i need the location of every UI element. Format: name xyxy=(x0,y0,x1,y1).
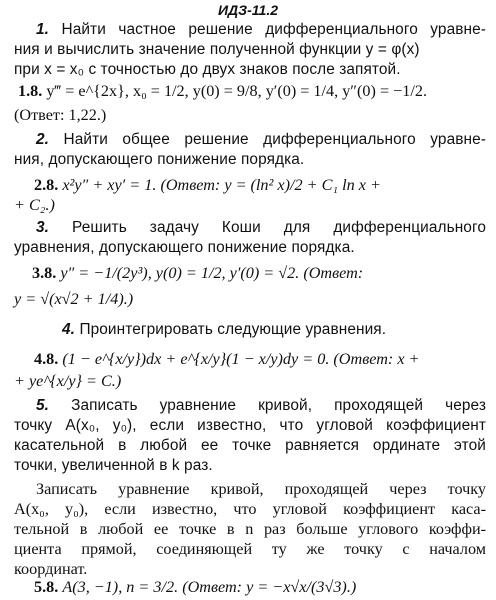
task5-number: 5. xyxy=(36,397,50,414)
task4-answer-line2: + ye^{x/y} = C.) xyxy=(14,372,122,390)
task5-text-line1: Записать уравнение кривой, проходящей через xyxy=(71,397,486,414)
task4-variant: 4.8. xyxy=(34,350,59,368)
task3-text-line2: уравнения, допускающего понижение порядка. xyxy=(14,239,355,256)
task4-variant-line xyxy=(34,350,486,369)
task5-para2-line1: Записать уравнение кривой, проходящей через точку xyxy=(36,480,486,498)
task1-text-line2: ния и вычислить значение полученной функции y = φ(x) xyxy=(14,41,420,58)
task4-answer-line1: (Ответ: x + xyxy=(333,350,420,368)
task2-text-line1: Найти общее решение дифференциального уравне- xyxy=(63,131,486,148)
task5-equation: A(3, −1), n = 3/2. xyxy=(62,578,179,596)
task1-number: 1. xyxy=(36,21,50,38)
task2-answer-line2: + C₂.) xyxy=(14,196,55,214)
task4-text: Проинтегрировать следующие уравнения. xyxy=(79,321,387,338)
task5-para2-line3: тельной в любой ее точке в n раз больше углового коэффи- xyxy=(14,520,486,538)
task4-line xyxy=(62,320,486,339)
task2-variant-line xyxy=(34,176,486,195)
task1-text-line1: Найти частное решение дифференциального уравне- xyxy=(61,21,486,38)
task2-answer-line1: (Ответ: y = (ln² x)/2 + C₁ ln x + xyxy=(160,176,381,194)
task3-variant-line xyxy=(32,264,486,283)
task2-variant: 2.8. xyxy=(34,176,59,194)
task1-text-line3: при x = x₀ с точностью до двух знаков после запятой. xyxy=(14,61,401,78)
task3-text-line1: Решить задачу Коши для дифференциального xyxy=(72,219,486,236)
task3-equation: y″ = −1/(2y³), y(0) = 1/2, y′(0) = √2. xyxy=(60,264,300,282)
task3-number: 3. xyxy=(36,219,50,236)
task5-line1 xyxy=(14,396,486,415)
task5-para2-line2: A(x₀, y₀), если известно, что угловой коэффициент каса- xyxy=(14,500,486,518)
page-title: ИДЗ-11.2 xyxy=(217,2,279,18)
task4-equation: (1 − e^{x/y})dx + e^{x/y}(1 − x/y)dy = 0. xyxy=(62,350,330,368)
task3-answer-line1: (Ответ: xyxy=(303,264,364,282)
task1-variant: 1.8. xyxy=(18,82,43,100)
task5-text-line4: точки, увеличенной в k раз. xyxy=(14,457,213,474)
task1-equation: y‴ = e^{2x}, x₀ = 1/2, y(0) = 9/8, y′(0) = 1/4, y″(0) = −1/2. xyxy=(46,82,428,100)
task5-text-line2: точку A(x₀, y₀), если известно, что угловой коэффициент xyxy=(14,417,486,434)
task5-answer: (Ответ: y = −x√x/(3√3).) xyxy=(182,578,357,596)
task3-variant: 3.8. xyxy=(32,264,57,282)
task2-line1 xyxy=(14,130,486,149)
task3-line1 xyxy=(14,218,486,237)
task1-line1 xyxy=(14,20,486,39)
task1-answer: (Ответ: 1,22.) xyxy=(14,106,107,124)
task5-variant-line xyxy=(34,578,486,597)
task5-variant: 5.8. xyxy=(34,578,59,596)
task5-text-line3: касательной в любой ее точке равняется ординате этой xyxy=(14,437,486,454)
task5-para2-line5: координат. xyxy=(14,560,88,578)
task5-para2-line4: циента прямой, соединяющей ту же точку с началом xyxy=(14,540,486,558)
task2-number: 2. xyxy=(36,131,50,148)
task1-variant-line xyxy=(18,82,486,101)
task2-text-line2: ния, допускающего понижение порядка. xyxy=(14,151,305,168)
task2-equation: x²y″ + xy′ = 1. xyxy=(62,176,157,194)
task4-number: 4. xyxy=(62,321,76,338)
task3-answer-line2: y = √(x√2 + 1/4).) xyxy=(14,290,134,308)
